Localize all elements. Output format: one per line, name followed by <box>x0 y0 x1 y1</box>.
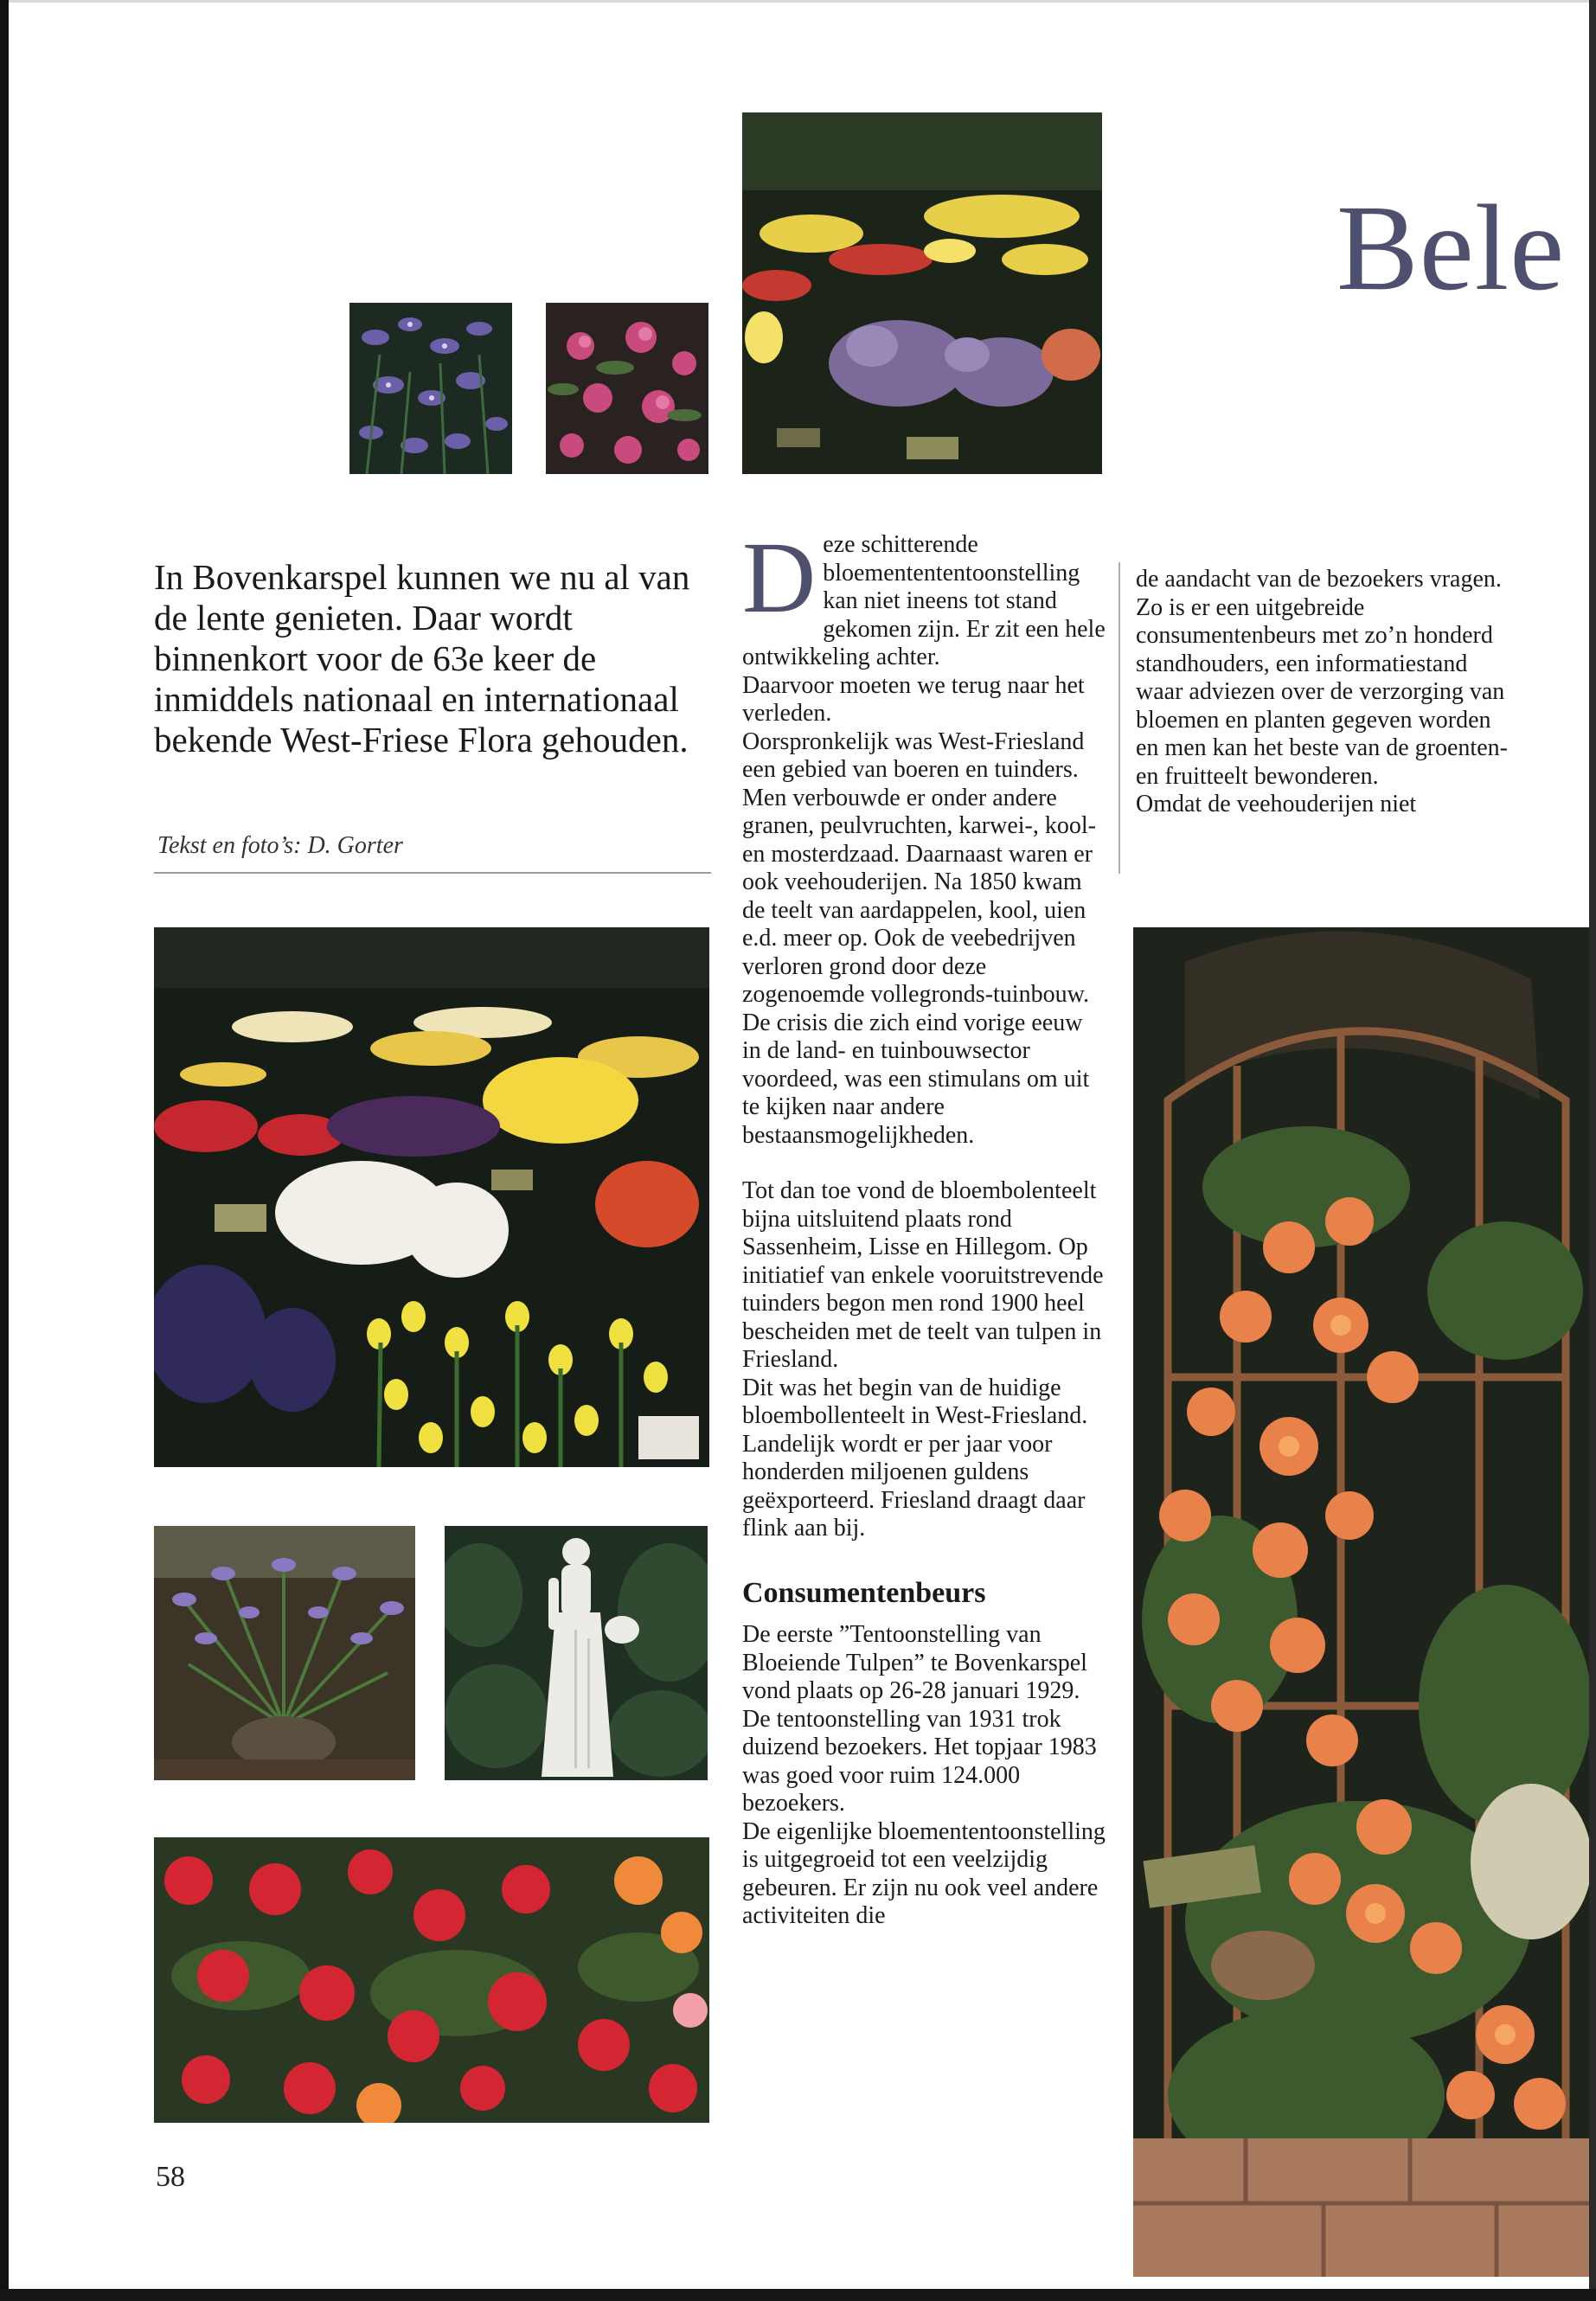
column-divider <box>1118 562 1120 874</box>
scan-edge-top <box>0 0 1596 3</box>
paragraph-9: de aandacht van de bezoekers vragen. Zo is er een uitgebreide consumentenbeurs met zo’n honderd standhouders, een informatiestand waar adviezen over de verzorging van bloemen en planten gegeven worden en men kan het beste van de groenten-en fruitteelt bewonderen. <box>1136 566 1508 790</box>
paragraph-3: Oorspronkelijk was West-Friesland een gebied van boeren en tuinders. Men verbouwde er onder andere granen, peulvruchten, karwei-, kool- en mosterdzaad. Daarnaast waren er ook veehouderijen. Na 1850 kwam de teelt van aardappelen, kool, uien e.d. meer op. Ook de veebedrijven verloren grond door deze zogenoemde vollegronds-tuinbouw. <box>742 727 1096 1008</box>
paragraph-8: De eigenlijke bloemententoonstelling is uitgegroeid tot een veelzijdig gebeuren. Er zijn nu ook veel andere activiteiten die <box>742 1817 1106 1929</box>
photo-pink-flowers <box>546 303 708 474</box>
paragraph-10: Omdat de veehouderijen niet <box>1136 791 1417 817</box>
byline: Tekst en foto’s: D. Gorter <box>157 832 403 859</box>
paragraph-2: Daarvoor moeten we terug naar het verleden. <box>742 671 1085 727</box>
scan-edge-bottom <box>0 2289 1596 2301</box>
photo-iris-pot <box>154 1526 415 1780</box>
photo-red-begonias <box>154 1837 709 2123</box>
body-column-2 <box>1136 566 1508 819</box>
drop-cap: D <box>742 521 817 634</box>
headline: Bele <box>1336 179 1566 316</box>
page-number: 58 <box>156 2161 185 2193</box>
paragraph-1: eze schitterende bloementententoonstelling kan niet ineens tot stand gekomen zijn. Er zit een hele ontwikkeling achter. <box>742 531 1106 670</box>
photo-mixed-flower-display <box>154 927 709 1467</box>
photo-tulip-display-top <box>742 112 1102 474</box>
paragraph-4: De crisis die zich eind vorige eeuw in de land- en tuinbouwsector voordeed, was een stimulans om uit te kijken naar andere bestaansmogelijkheden. <box>742 1009 1090 1149</box>
paragraph-7: De eerste ”Tentoonstelling van Bloeiende Tulpen” te Bovenkarspel vond plaats op 26-28 januari 1929. De tentoonstelling van 1931 trok duizend bezoekers. Het topjaar 1983 was goed voor ruim 124.000 bezoekers. <box>742 1621 1097 1817</box>
photo-lily-arrangement <box>1133 927 1589 2277</box>
section-heading: Consumentenbeurs <box>742 1576 986 1609</box>
scan-edge-left <box>0 0 9 2301</box>
body-column-1 <box>742 521 1106 1931</box>
paragraph-6: Dit was het begin van de huidige bloembollenteelt in West-Friesland. Landelijk wordt er per jaar voor honderden miljoenen guldens geëxporteerd. Friesland draagt daar flink aan bij. <box>742 1374 1088 1541</box>
photo-white-statue <box>445 1526 708 1780</box>
intro-paragraph: In Bovenkarspel kunnen we nu al van de lente genieten. Daar wordt binnenkort voor de 63e keer de inmiddels nationaal en internationaal bekende West-Friese Flora gehouden. <box>154 557 690 760</box>
photo-iris-small <box>349 303 512 474</box>
scan-edge-right <box>1589 0 1596 2301</box>
paragraph-5: Tot dan toe vond de bloembolenteelt bijna uitsluitend plaats rond Sassenheim, Lisse en Hillegom. Op initiatief van enkele vooruitstrevende tuinders begon men rond 1900 heel bescheiden met de teelt van tulpen in Friesland. <box>742 1177 1104 1373</box>
byline-divider <box>154 872 711 874</box>
